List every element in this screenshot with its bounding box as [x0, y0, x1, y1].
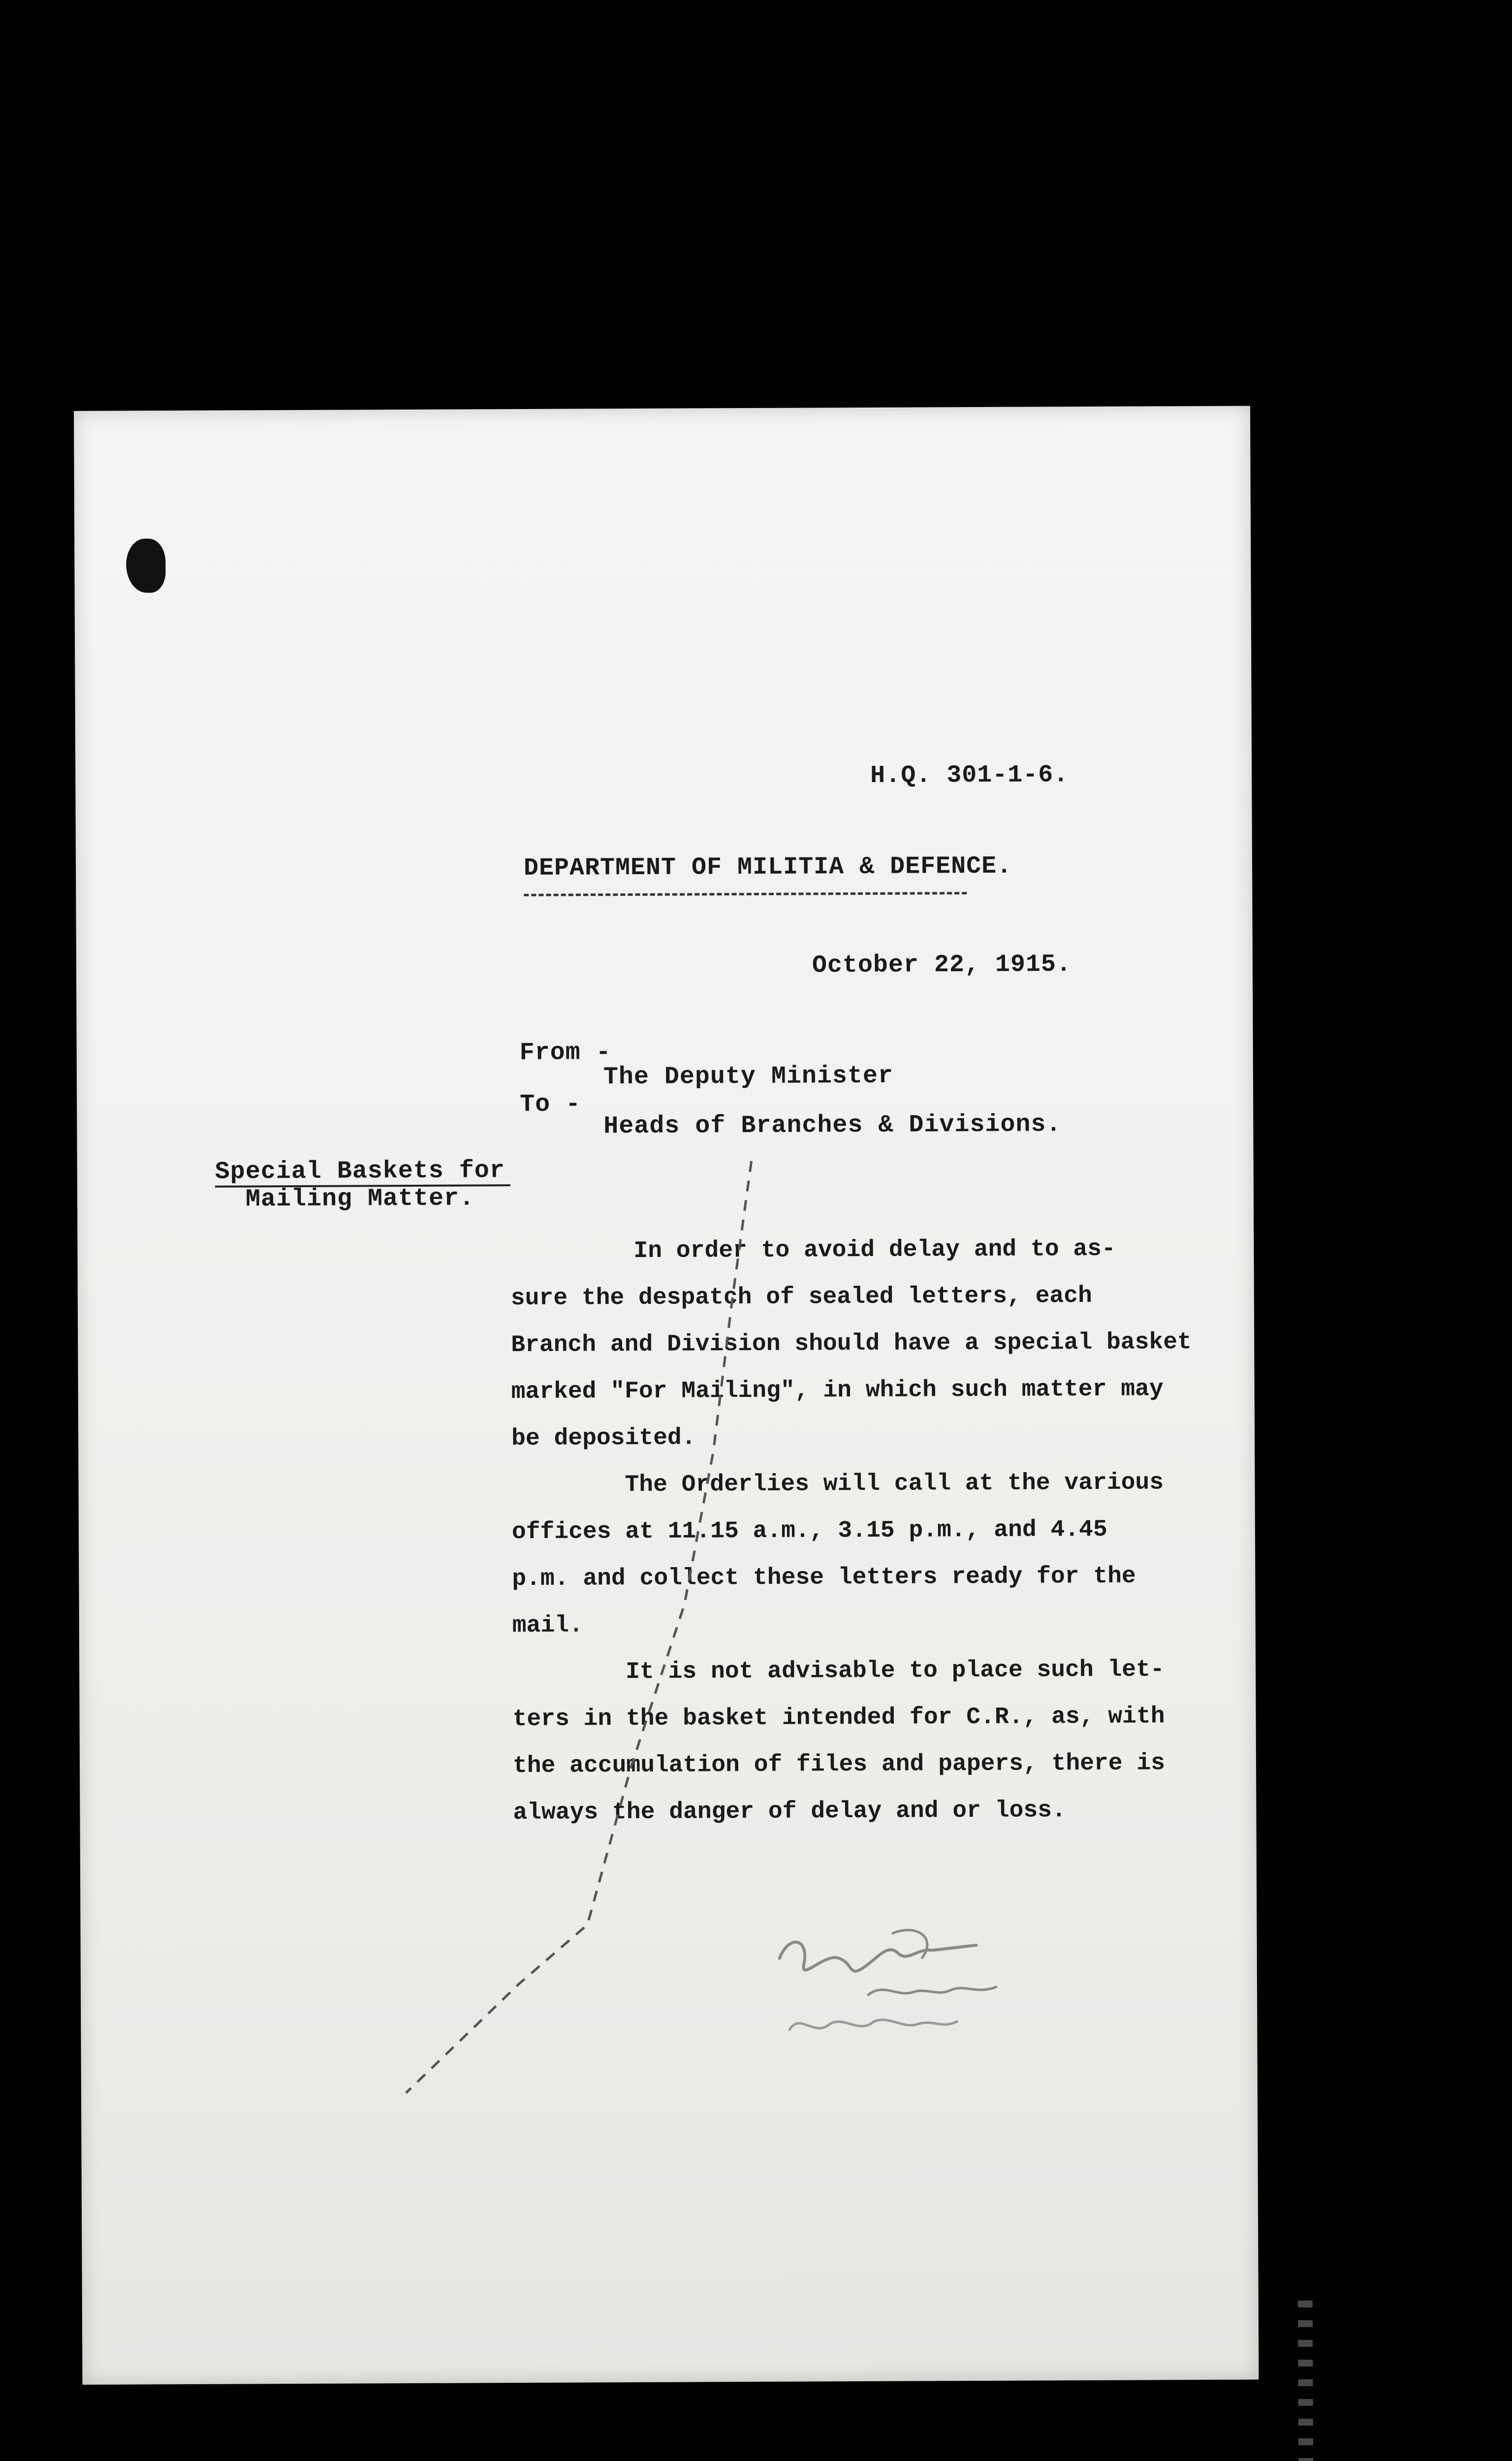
body-line: the accumulation of files and papers, there is: [512, 1750, 1166, 1780]
from-value: The Deputy Minister: [603, 1062, 894, 1092]
body-line: always the danger of delay and or loss.: [513, 1797, 1066, 1827]
body-line: The Orderlies will call at the various: [625, 1469, 1164, 1499]
body-line: ters in the basket intended for C.R., as, with: [512, 1703, 1165, 1733]
handwritten-signature: [769, 1923, 1045, 2051]
subject-line-2: Mailing Matter.: [245, 1184, 475, 1214]
subject-line-1: Special Baskets for: [215, 1157, 505, 1186]
department-heading: DEPARTMENT OF MILITIA & DEFENCE.: [523, 852, 1012, 883]
body-line: be deposited.: [511, 1424, 696, 1452]
body-line: mail.: [512, 1612, 583, 1640]
to-label: To -: [520, 1090, 581, 1119]
body-line: Branch and Division should have a special basket: [511, 1329, 1192, 1359]
memo-body: [510, 1226, 1212, 1836]
document-page: [74, 406, 1259, 2385]
heading-underline: [524, 892, 967, 896]
body-line: p.m. and collect these letters ready for the: [512, 1563, 1136, 1593]
from-label: From -: [519, 1039, 611, 1068]
file-reference: H.Q. 301-1-6.: [870, 761, 1069, 790]
page-edge-marks: [1298, 2301, 1315, 2461]
body-line: It is not advisable to place such let-: [626, 1656, 1165, 1686]
punch-hole: [126, 538, 165, 593]
body-line: sure the despatch of sealed letters, each: [510, 1282, 1092, 1312]
body-line: offices at 11.15 a.m., 3.15 p.m., and 4.45: [511, 1516, 1107, 1546]
body-line: In order to avoid delay and to as-: [633, 1235, 1116, 1265]
to-value: Heads of Branches & Divisions.: [603, 1110, 1062, 1141]
memo-date: October 22, 1915.: [812, 950, 1072, 980]
body-line: marked "For Mailing", in which such matter may: [511, 1376, 1164, 1406]
